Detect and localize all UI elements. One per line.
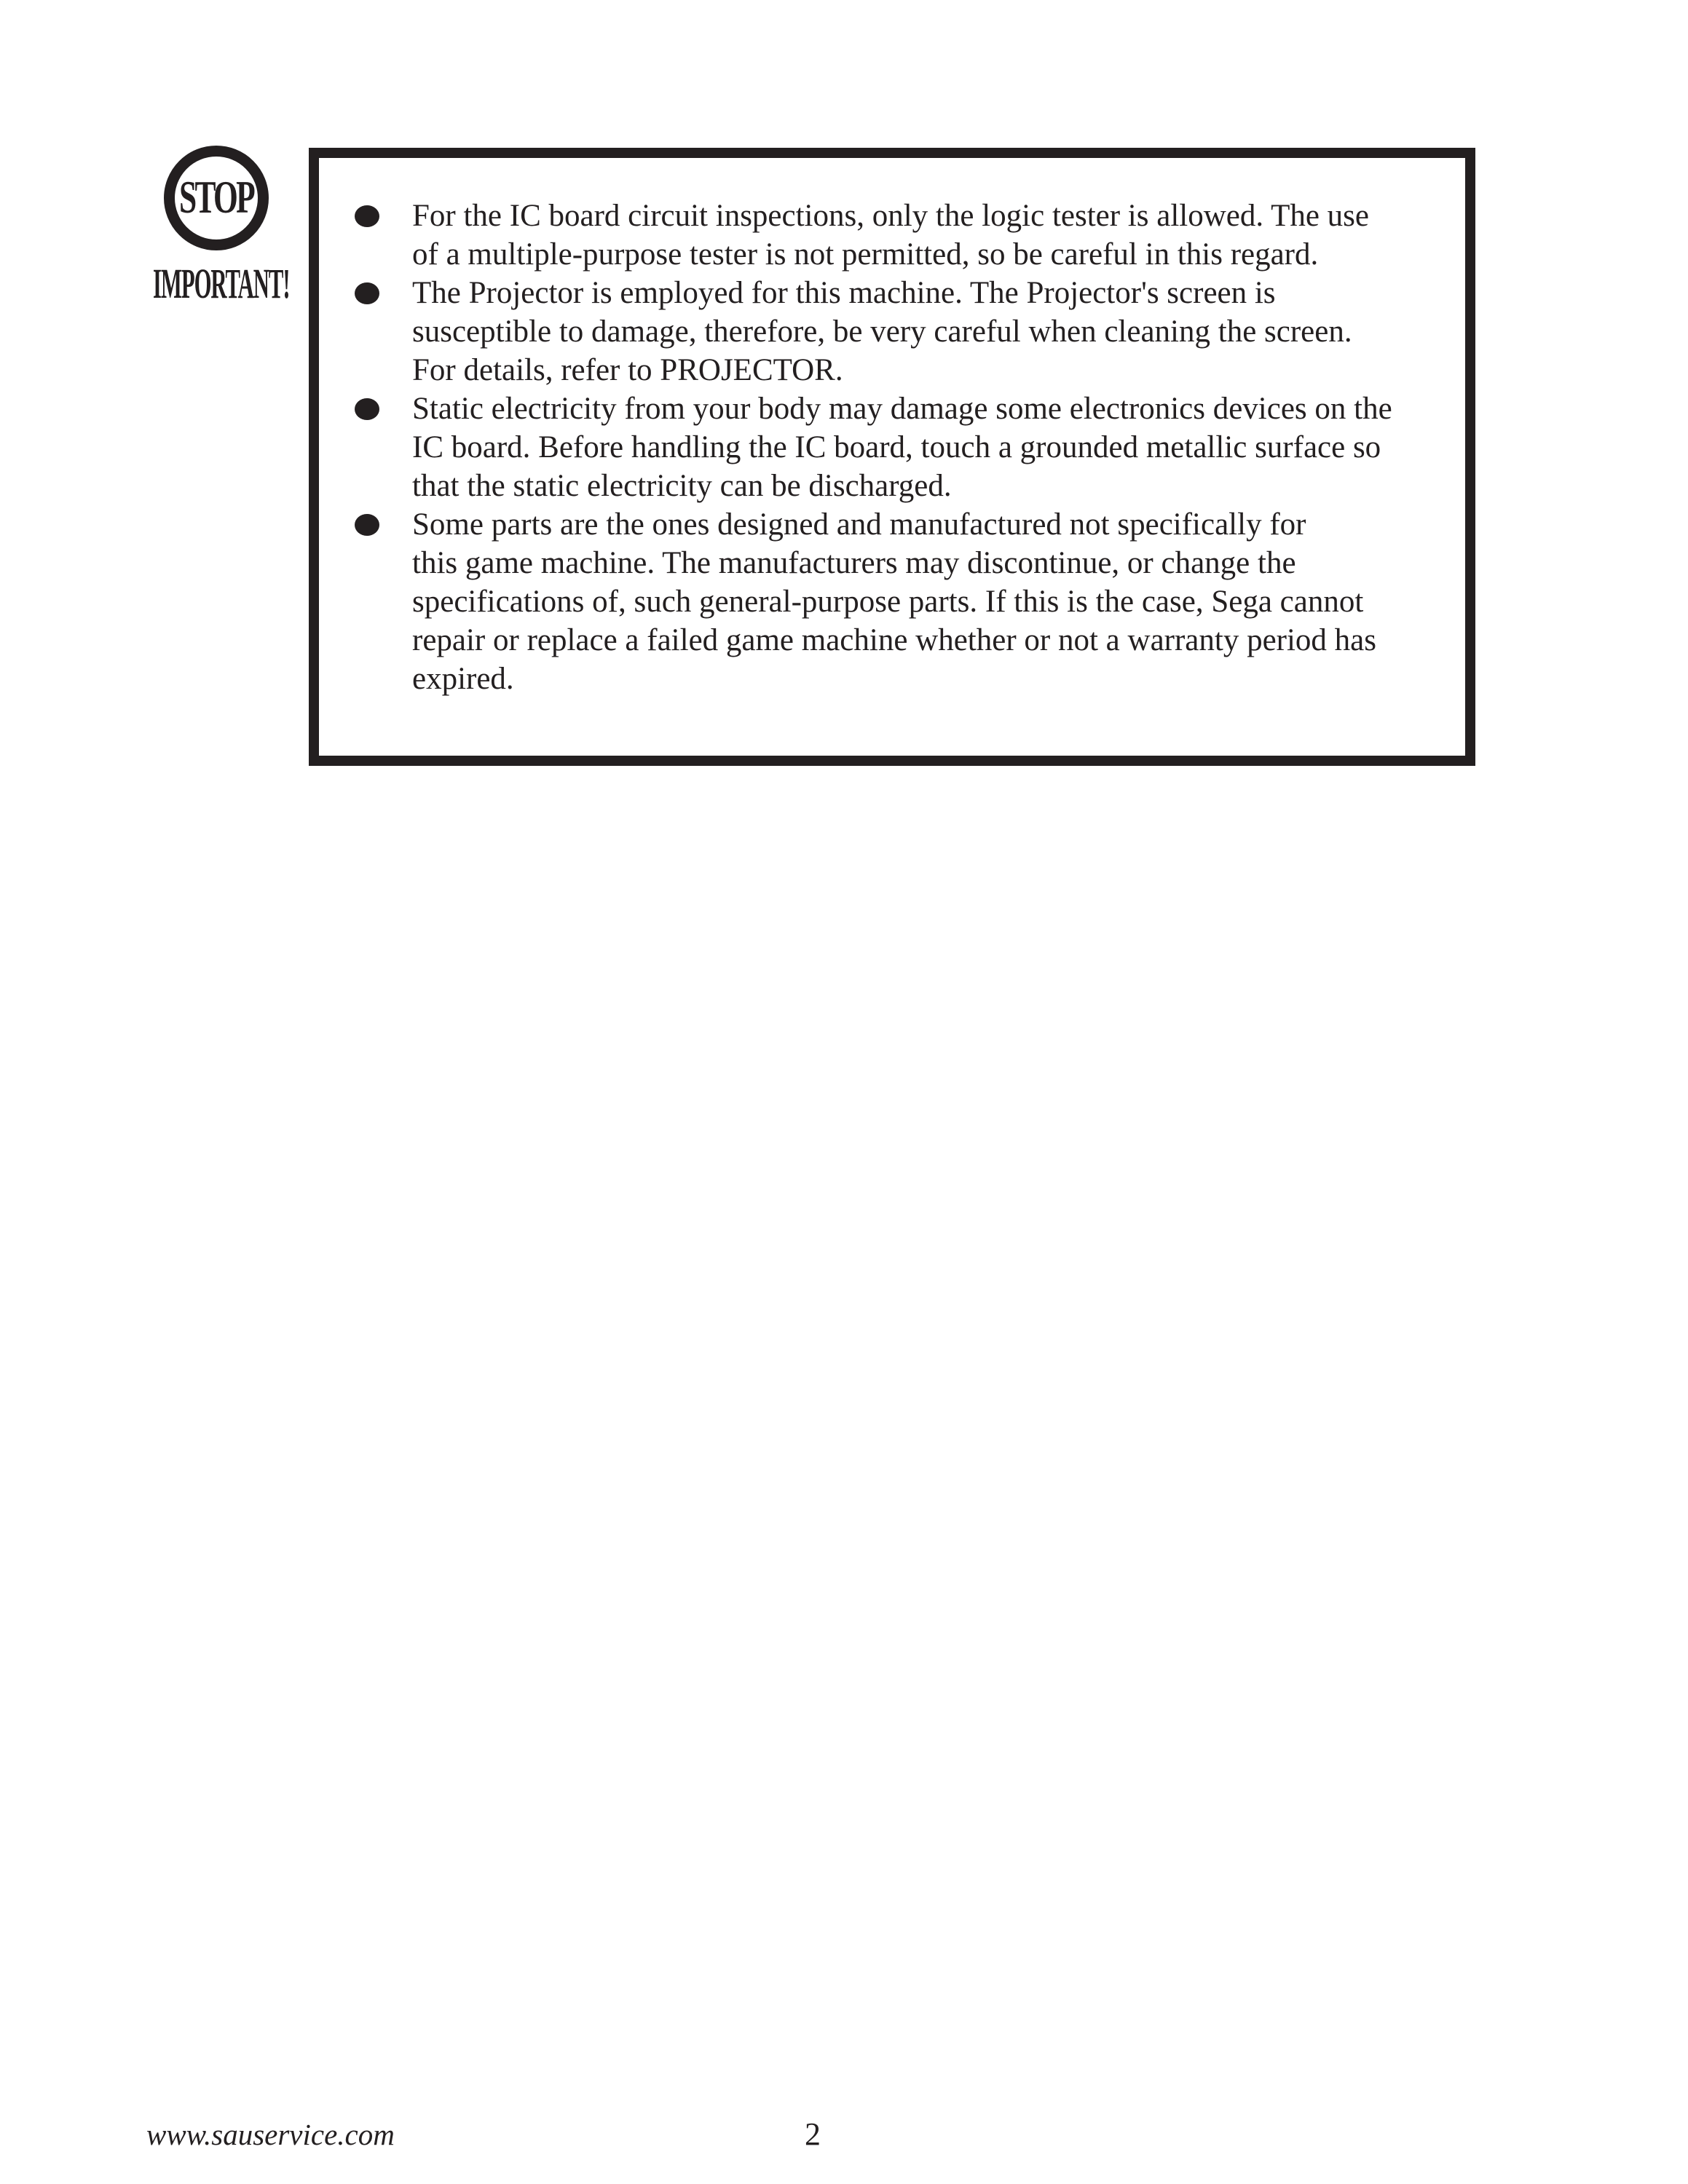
- bullet-icon: [355, 514, 379, 536]
- bullet-icon: [355, 205, 379, 227]
- notice-line: expired.: [412, 662, 514, 696]
- notice-line: The Projector is employed for this machine. The Projector's screen is: [412, 276, 1276, 310]
- notice-line: that the static electricity can be discharged.: [412, 469, 952, 503]
- notice-line: this game machine. The manufacturers may discontinue, or change the: [412, 546, 1296, 580]
- notice-line: specifications of, such general-purpose parts. If this is the case, Sega cannot: [412, 585, 1364, 619]
- notice-line: For details, refer to PROJECTOR.: [412, 353, 843, 387]
- stop-important-symbol: [153, 146, 299, 313]
- notice-line: Static electricity from your body may damage some electronics devices on the: [412, 392, 1392, 426]
- notice-list: [319, 197, 1448, 698]
- important-notice-box: [309, 148, 1475, 766]
- notice-line: of a multiple-purpose tester is not permitted, so be careful in this regard.: [412, 237, 1319, 272]
- footer-url: www.sauservice.com: [146, 2118, 395, 2151]
- notice-line: For the IC board circuit inspections, only the logic tester is allowed. The use: [412, 199, 1369, 233]
- notice-item: [319, 274, 1448, 389]
- page-number: 2: [805, 2116, 821, 2152]
- notice-item: [319, 505, 1448, 698]
- stop-label: STOP: [179, 171, 253, 223]
- bullet-icon: [355, 282, 379, 304]
- notice-line: Some parts are the ones designed and manufactured not specifically for: [412, 507, 1306, 542]
- notice-item: [319, 197, 1448, 274]
- notice-item: [319, 389, 1448, 505]
- notice-line: IC board. Before handling the IC board, touch a grounded metallic surface so: [412, 430, 1381, 464]
- notice-line: repair or replace a failed game machine whether or not a warranty period has: [412, 623, 1376, 657]
- bullet-icon: [355, 398, 379, 420]
- notice-line: susceptible to damage, therefore, be very careful when cleaning the screen.: [412, 314, 1352, 349]
- important-label: IMPORTANT!: [153, 260, 290, 307]
